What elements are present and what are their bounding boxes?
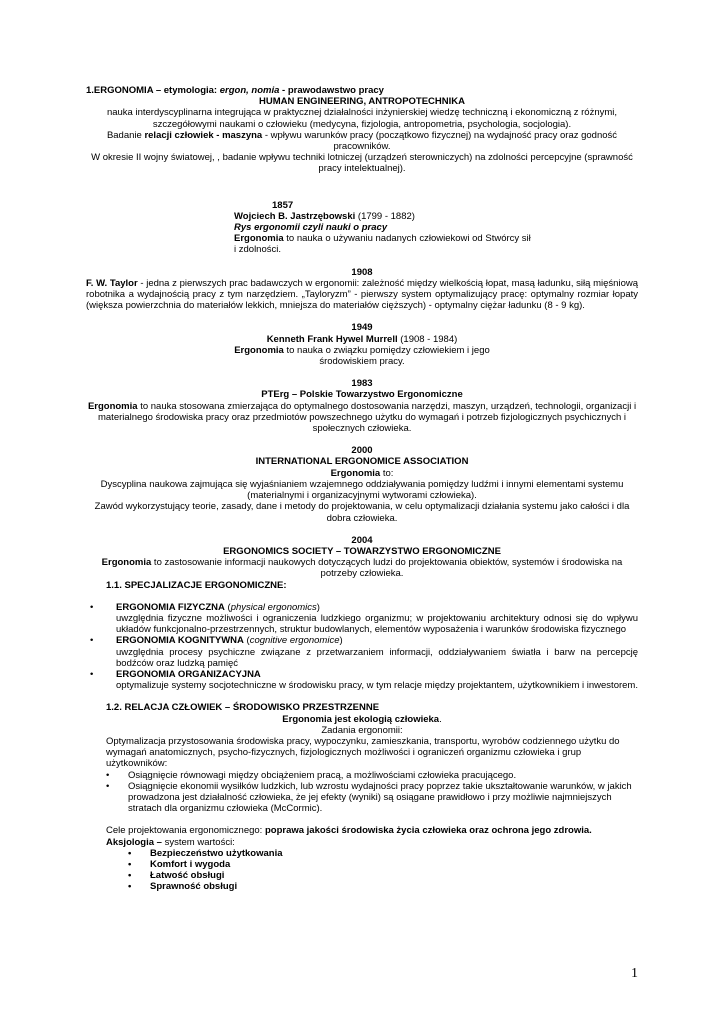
definition: Ergonomia to nauka stosowana zmierzająca do optymalnego dostosowania narzędzi, maszyn, urządzeń, technologii, organizacji i materialnego środowiska pracy oraz przedmiotów powszechnego użytku do wymagań i potrzeb fizjologicznych psychicznych i społecznych człowieka. xyxy=(87,400,637,435)
definition: F. W. Taylor - jedna z pierwszych prac badawczych w ergonomii: zależność między wielkością łopat, masą ładunku, siłą mięśniową robotnika a wydajnością pracy z tym narzędziem. „Tayloryzm” - pierwszy system optymalizujący pracę: optymalny rozmiar łopaty (większa powierzchnia do materiałów lekkich, mniejsza do materiałów cięższych) - optymalny ciężar ładunku (8 - 9 kg). xyxy=(86,277,639,312)
bullet-icon: • xyxy=(128,870,132,882)
bullet-icon: • xyxy=(106,769,110,781)
definition-lead: Ergonomia to: xyxy=(330,467,394,479)
list-item: • Komfort i wygoda xyxy=(128,858,231,870)
bullet-icon: • xyxy=(90,635,94,647)
subsection-title: 1.1. SPECJALIZACJE ERGONOMICZNE: xyxy=(106,579,287,591)
thesis: Ergonomia jest ekologią człowieka. xyxy=(282,713,442,725)
work-title: Rys ergonomii czyli nauki o pracy xyxy=(234,222,388,234)
author: Wojciech B. Jastrzębowski (1799 - 1882) xyxy=(234,210,415,222)
entry-1983 xyxy=(86,378,638,434)
paragraph: nauka interdyscyplinarna integrująca w praktycznej działalności inżynierskiej wiedzę techniczną i ekonomiczną z różnymi, szczegółowymi naukami o człowieku (medycyna, fizjologia, antropometria, psychologia, socjologia). xyxy=(106,107,618,130)
organization: ERGONOMICS SOCIETY – TOWARZYSTWO ERGONOMICZNE xyxy=(223,545,501,557)
bullet-icon: • xyxy=(90,601,94,613)
definition: Zawód wykorzystujący teorie, zasady, dane i metody do projektowania, w celu optymalizacji działania systemu jako całości i dla dobra człowieka. xyxy=(94,501,630,524)
bullet-icon: • xyxy=(128,881,132,893)
tasks-list xyxy=(106,770,638,815)
definition: Dyscyplina naukowa zajmująca się wyjaśnianiem wzajemnego oddziaływania pomiędzy ludźmi i innymi elementami systemu (materialnymi i organizacyjnymi wytworami człowieka). xyxy=(100,478,624,502)
definition: Ergonomia to zastosowanie informacji naukowych dotyczących ludzi do projektowania obiektów, systemów i środowiska na potrzeby człowieka. xyxy=(101,557,623,580)
list-item: • ERGONOMIA ORGANIZACYJNA optymalizuje systemy socjotechniczne w środowisku pracy, w tym relacje między projektantem, użytkownikiem i inwestorem. xyxy=(90,668,638,692)
bullet-icon: • xyxy=(90,668,94,680)
bullet-icon: • xyxy=(106,780,110,792)
specialization-list xyxy=(86,602,638,692)
document-page xyxy=(86,85,638,893)
bullet-icon: • xyxy=(128,847,132,859)
entry-1949 xyxy=(86,322,638,367)
list-item: • ERGONOMIA KOGNITYWNA (cognitive ergonomice) uwzględnia procesy psychiczne związane z przetwarzaniem informacji, oddziaływaniem światła i barw na percepcję bodźców oraz ludzką pamięć xyxy=(90,635,638,669)
year: 1908 xyxy=(351,266,373,278)
definition: Ergonomia to nauka o związku pomiędzy człowiekiem i jego środowiskiem pracy. xyxy=(234,344,490,368)
entry-2000 xyxy=(86,445,638,523)
page-number: 1 xyxy=(631,966,638,981)
subtitle: HUMAN ENGINEERING, ANTROPOTECHNIKA xyxy=(258,96,465,108)
design-goals: Cele projektowania ergonomicznego: poprawa jakości środowiska życia człowieka oraz ochrona jego zdrowia. xyxy=(106,825,592,837)
year: 1857 xyxy=(272,199,294,211)
subsection-title: 1.2. RELACJA CZŁOWIEK – ŚRODOWISKO PRZESTRZENNE xyxy=(106,702,380,714)
year: 2000 xyxy=(351,445,373,457)
definition: Ergonomia to nauka o używaniu nadanych człowiekowi od Stwórcy sił i zdolności. xyxy=(234,233,531,256)
values-list xyxy=(106,848,638,893)
list-item: • Osiągnięcie równowagi między obciążeniem pracą, a możliwościami człowieka pracującego. xyxy=(106,769,517,781)
year: 2004 xyxy=(351,534,373,546)
list-item: • ERGONOMIA FIZYCZNA (physical ergonomics) uwzględnia fizyczne możliwości i ograniczenia ludzkiego organizmu; w projektowaniu architektury odnosi się do wpływu układów funkcjonalno-przestrzennych, struktur budowlanych, elementów wyposażenia i warunków środowiska fizycznego xyxy=(90,601,638,636)
organization: INTERNATIONAL ERGONOMICE ASSOCIATION xyxy=(255,456,469,468)
list-item: • Sprawność obsługi xyxy=(128,881,238,893)
organization: PTErg – Polskie Towarzystwo Ergonomiczne xyxy=(261,389,463,401)
year: 1949 xyxy=(351,322,373,334)
paragraph: W okresie II wojny światowej, , badanie wpływu techniki lotniczej (urządzeń sterowniczych) na zdolności percepcyjne (sprawność pracy intelektualnej). xyxy=(91,152,633,175)
section-title: 1.ERGONOMIA – etymologia: ergon, nomia - prawodawstwo pracy xyxy=(86,85,384,96)
list-item: • Bezpieczeństwo użytkowania xyxy=(128,847,283,859)
entry-1908 xyxy=(86,267,638,312)
year: 1983 xyxy=(351,378,373,390)
list-item: • Osiągnięcie ekonomii wysiłków ludzkich, lub wzrostu wydajności pracy poprzez takie ukształtowanie warunków, w jakich prowadzona jest działalność człowieka, że jej efekty (wyniki) są osiągane prawidłowo i przy możliwie najmniejszych stratach dla organizmu człowieka (McCormic). xyxy=(106,780,632,815)
list-item: • Łatwość obsługi xyxy=(128,870,225,882)
paragraph: Optymalizacja przystosowania środowiska pracy, wypoczynku, zamieszkania, transportu, wyrobów codziennego użytku do wymagań anatomicznych, psycho-fizycznych, fizjologicznych możliwości i ograniczeń organizmu człowieka i grup użytkowników: xyxy=(106,735,620,770)
author: Kenneth Frank Hywel Murrell (1908 - 1984) xyxy=(266,333,458,345)
axiology: Aksjologia – system wartości: xyxy=(106,836,235,848)
paragraph: Badanie relacji człowiek - maszyna - wpływu warunków pracy (początkowo fizycznej) na wydajność pracy oraz godność pracowników. xyxy=(106,129,618,153)
bullet-icon: • xyxy=(128,858,132,870)
tasks-label: Zadania ergonomii: xyxy=(321,724,403,736)
entry-1857 xyxy=(234,200,534,256)
entry-2004 xyxy=(86,535,638,580)
